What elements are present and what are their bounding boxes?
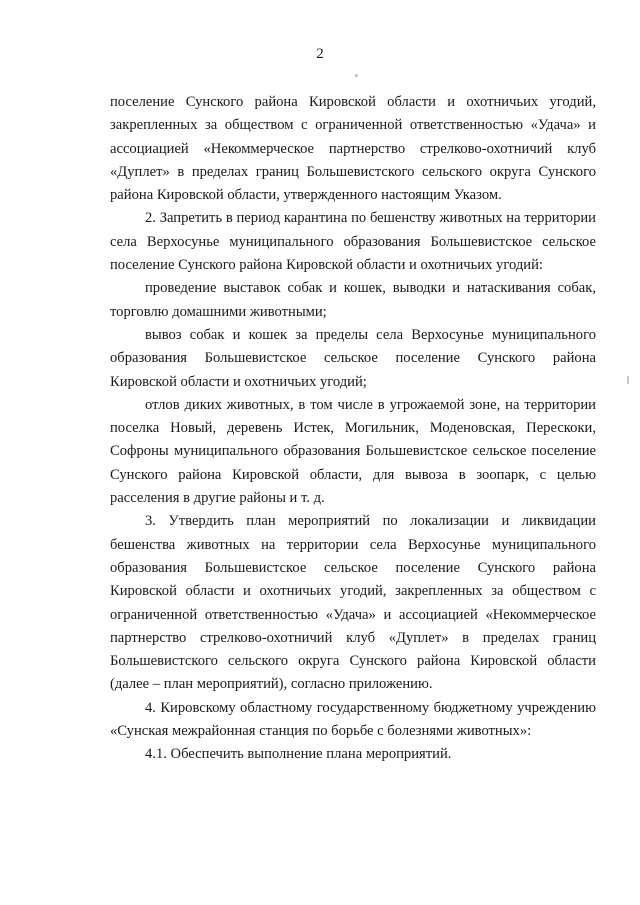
scan-mark <box>627 376 629 384</box>
paragraph-continuation: поселение Сунского района Кировской области и охотничьих угодий, закрепленных за обществом с ограниченной ответственностью «Удача» и ассоциацией «Некоммерческое партнерство стрелково-охотничий клуб «Дуплет» в пределах границ Большевистского сельского округа Сунского района Кировской области, утвержденного настоящим Указом. <box>110 94 596 204</box>
paragraph-item-2-b: вывоз собак и кошек за пределы села Верхосунье муниципального образования Большевистское сельское поселение Сунского района Кировской области и охотничьих угодий; <box>110 326 596 390</box>
paragraph-item-2-a: проведение выставок собак и кошек, выводки и натаскивания собак, торговлю домашними животными; <box>110 280 596 320</box>
paragraph-item-4-1: 4.1. Обеспечить выполнение плана мероприятий. <box>145 746 452 763</box>
page-number: 2 <box>316 46 324 62</box>
paragraph-item-4: 4. Кировскому областному государственному бюджетному учреждению «Сунская межрайонная станция по борьбе с болезнями животных»: <box>110 699 596 740</box>
document-body <box>110 91 596 767</box>
scan-mark <box>355 74 358 77</box>
paragraph-item-2-c: отлов диких животных, в том числе в угрожаемой зоне, на территории поселка Новый, деревень Истек, Могильник, Моденовская, Перескоки, Софроны муниципального образования Большевистское сельское поселение Сунского района Кировской области, для вывоза в зоопарк, с целью расселения в другие районы и т. д. <box>110 396 596 507</box>
paragraph-item-2: 2. Запретить в период карантина по бешенству животных на территории села Верхосунье муниципального образования Большевистское сельское поселение Сунского района Кировской области и охотничьих угодий: <box>110 210 596 274</box>
paragraph-item-3: 3. Утвердить план мероприятий по локализации и ликвидации бешенства животных на территории села Верхосунье муниципального образования Большевистское сельское поселение Сунского района Кировской области и охотничьих угодий, закрепленных за обществом с ограниченной ответственностью «Удача» и ассоциацией «Некоммерческое партнерство стрелково-охотничий клуб «Дуплет» в пределах границ Большевистского сельского округа Сунского района Кировской области (далее – план мероприятий), согласно приложению. <box>110 513 596 693</box>
